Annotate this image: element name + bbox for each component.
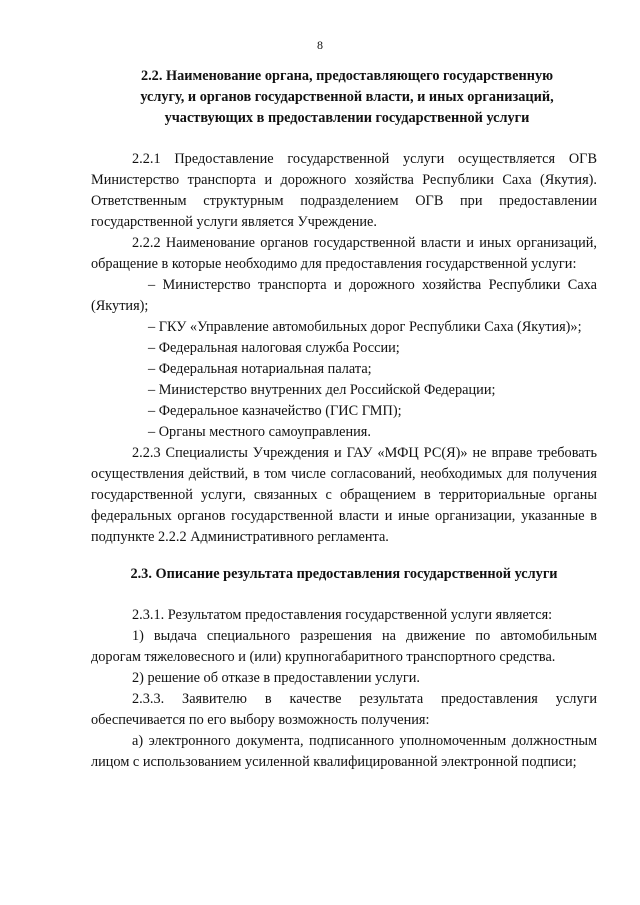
- heading-line: 2.2. Наименование органа, предоставляющего государственную: [140, 68, 554, 84]
- section-heading-2-2: [91, 66, 597, 129]
- paragraph-2-3-1: 2.3.1. Результатом предоставления государственной услуги является:: [132, 607, 553, 623]
- organizations-list: [91, 275, 597, 443]
- list-item: – Министерство внутренних дел Российской Федерации;: [148, 382, 496, 398]
- paragraph-2-2-3: 2.2.3 Специалисты Учреждения и ГАУ «МФЦ РС(Я)» не вправе требовать осуществления действий, в том числе согласований, необходимых для получения государственной услуги, связанных с обращением в территориальные органы федеральных органов государственной власти и иные организации, указанные в подпункте 2.2.2 Административного регламента.: [91, 445, 597, 545]
- paragraph-2-2-1: 2.2.1 Предоставление государственной услуги осуществляется ОГВ Министерство транспорта и дорожного хозяйства Республики Саха (Якутия). Ответственным структурным подразделением ОГВ при предоставлении государственной услуги является Учреждение.: [91, 151, 597, 230]
- list-item: – Органы местного самоуправления.: [148, 424, 371, 440]
- result-item-2: 2) решение об отказе в предоставлении услуги.: [132, 670, 421, 686]
- heading-line: участвующих в предоставлении государственной услуги: [164, 110, 530, 126]
- list-item: – Федеральная налоговая служба России;: [148, 340, 400, 356]
- page-number: 8: [317, 38, 323, 52]
- result-item-1: 1) выдача специального разрешения на движение по автомобильным дорогам тяжеловесного и (или) крупногабаритного транспортного средства.: [91, 628, 597, 665]
- list-item: – Министерство транспорта и дорожного хозяйства Республики Саха (Якутия);: [91, 277, 597, 314]
- list-item: – Федеральная нотариальная палата;: [148, 361, 372, 377]
- paragraph-2-3-3: 2.3.3. Заявителю в качестве результата предоставления услуги обеспечивается по его выбору возможность получения:: [91, 691, 597, 728]
- result-item-a: а) электронного документа, подписанного уполномоченным должностным лицом с использованием усиленной квалифицированной электронной подписи;: [91, 733, 597, 770]
- paragraph-2-2-2: 2.2.2 Наименование органов государственной власти и иных организаций, обращение в которые необходимо для предоставления государственной услуги:: [91, 235, 597, 272]
- section-heading-2-3: 2.3. Описание результата предоставления государственной услуги: [130, 566, 558, 582]
- list-item: – ГКУ «Управление автомобильных дорог Республики Саха (Якутия)»;: [148, 319, 582, 335]
- page-content: [91, 66, 597, 773]
- heading-line: услугу, и органов государственной власти, и иных организаций,: [140, 89, 554, 105]
- list-item: – Федеральное казначейство (ГИС ГМП);: [148, 403, 402, 419]
